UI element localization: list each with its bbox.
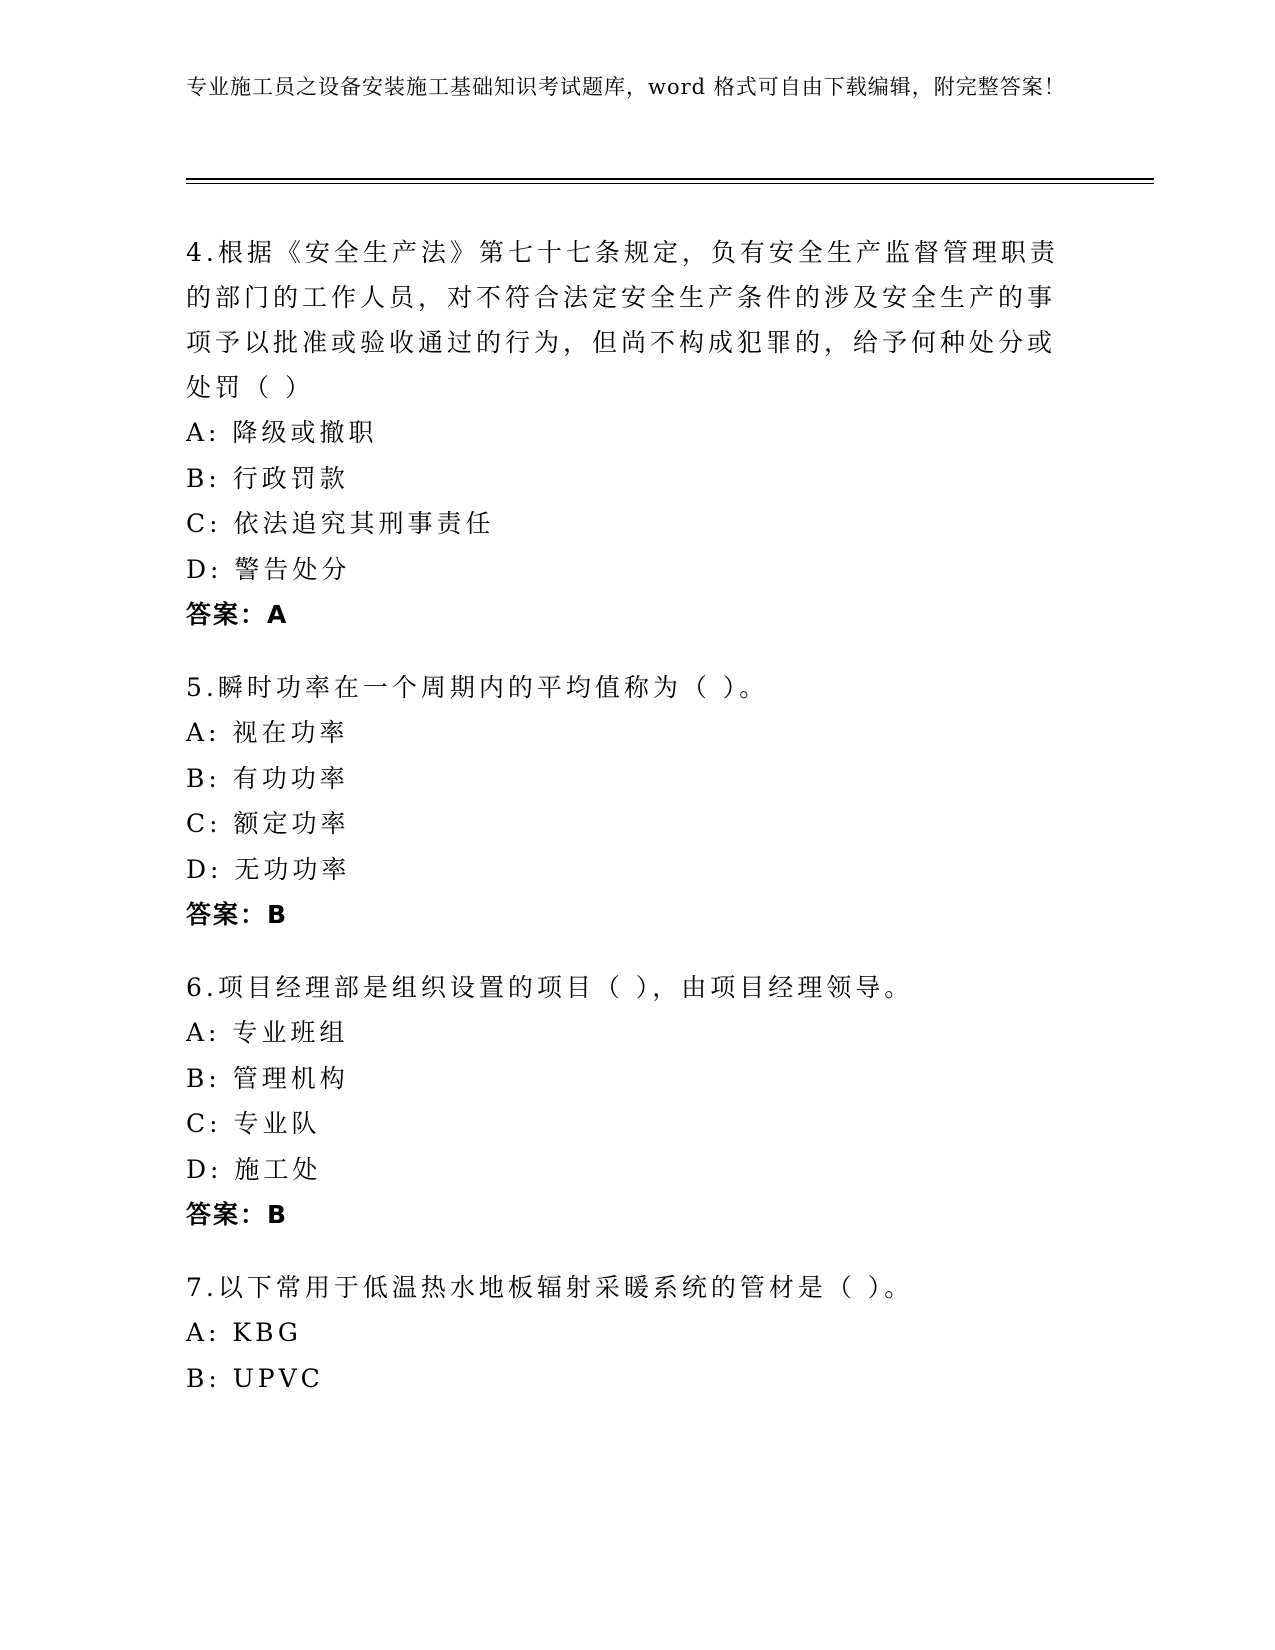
option-d: D: 施工处 [186, 1154, 322, 1184]
option-c: C: 专业队 [186, 1109, 321, 1138]
option-a: A: 视在功率 [186, 718, 349, 747]
answer-label: 答案：B [186, 1200, 289, 1229]
question-stem: 6.项目经理部是组织设置的项目（ ），由项目经理领导。 [186, 973, 914, 1002]
option-a: A: 降级或撤职 [186, 418, 378, 447]
question-stem: 5.瞬时功率在一个周期内的平均值称为（ ）。 [186, 673, 769, 702]
question-stem: 7.以下常用于低温热水地板辐射采暖系统的管材是（ ）。 [186, 1273, 914, 1302]
option-d: D: 警告处分 [186, 554, 351, 584]
option-a: A: 专业班组 [186, 1018, 349, 1047]
option-c: C: 额定功率 [186, 809, 350, 838]
header-divider [186, 178, 1154, 180]
question-4 [186, 230, 1066, 637]
option-b: B: 管理机构 [186, 1063, 349, 1093]
question-5 [186, 665, 1066, 937]
option-c: C: 依法追究其刑事责任 [186, 509, 495, 538]
option-a: A: KBG [186, 1318, 302, 1347]
header-divider-thin [186, 183, 1154, 184]
option-b: B: UPVC [186, 1363, 324, 1393]
question-6 [186, 965, 1066, 1237]
question-stem: 4.根据《安全生产法》第七十七条规定，负有安全生产监督管理职责的部门的工作人员，对不符合法定安全生产条件的涉及安全生产的事项予以批准或验收通过的行为，但尚不构成犯罪的，给予何种处分或处罚（ ） [186, 238, 1059, 402]
option-d: D: 无功功率 [186, 854, 351, 884]
option-b: B: 有功功率 [186, 763, 349, 793]
question-list [186, 230, 1066, 1429]
option-b: B: 行政罚款 [186, 463, 349, 493]
answer-label: 答案：B [186, 900, 289, 929]
answer-label: 答案：A [186, 600, 289, 629]
question-7 [186, 1265, 1066, 1401]
document-header: 专业施工员之设备安装施工基础知识考试题库，word 格式可自由下载编辑，附完整答案！ [186, 75, 1066, 99]
